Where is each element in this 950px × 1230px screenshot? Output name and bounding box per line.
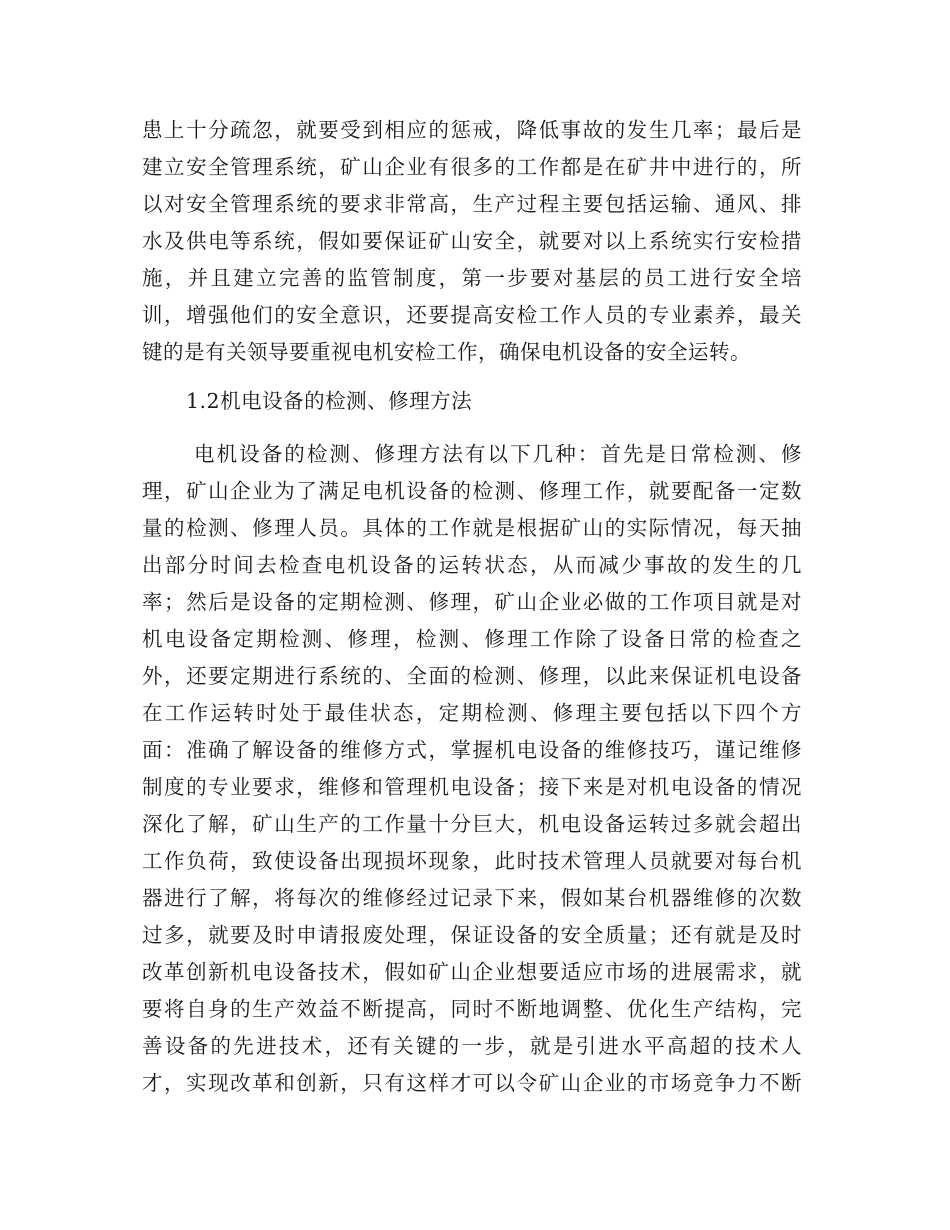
paragraph-line: 患上十分疏忽，就要受到相应的惩戒，降低事故的发生几率；最后是 <box>142 118 802 142</box>
paragraph-line: 训，增强他们的安全意识，还要提高安检工作人员的专业素养，最关 <box>142 303 802 327</box>
paragraph-line: 建立安全管理系统，矿山企业有很多的工作都是在矿井中进行的，所 <box>142 155 802 179</box>
paragraph-line: 过多，就要及时申请报废处理，保证设备的安全质量；还有就是及时 <box>142 923 802 947</box>
paragraph-line: 施，并且建立完善的监管制度，第一步要对基层的员工进行安全培 <box>142 266 802 290</box>
section-heading: 1.2机电设备的检测、修理方法 <box>186 389 473 413</box>
paragraph-2 <box>142 436 802 1102</box>
paragraph-line: 机电设备定期检测、修理，检测、修理工作除了设备日常的检查之 <box>142 627 802 651</box>
paragraph-line: 善设备的先进技术，还有关键的一步，就是引进水平高超的技术人 <box>142 1034 802 1058</box>
paragraph-line: 才，实现改革和创新，只有这样才可以令矿山企业的市场竞争力不断 <box>142 1071 802 1095</box>
paragraph-line: 率；然后是设备的定期检测、修理，矿山企业必做的工作项目就是对 <box>142 590 802 614</box>
paragraph-line: 要将自身的生产效益不断提高，同时不断地调整、优化生产结构，完 <box>142 997 802 1021</box>
paragraph-line: 工作负荷，致使设备出现损坏现象，此时技术管理人员就要对每台机 <box>142 849 802 873</box>
paragraph-1 <box>142 112 802 371</box>
paragraph-line: 改革创新机电设备技术，假如矿山企业想要适应市场的进展需求，就 <box>142 960 802 984</box>
paragraph-line: 键的是有关领导要重视电机安检工作，确保电机设备的安全运转。 <box>142 340 751 364</box>
paragraph-line: 面：准确了解设备的维修方式，掌握机电设备的维修技巧，谨记维修 <box>142 738 802 762</box>
paragraph-line: 水及供电等系统，假如要保证矿山安全，就要对以上系统实行安检措 <box>142 229 802 253</box>
paragraph-line: 以对安全管理系统的要求非常高，生产过程主要包括运输、通风、排 <box>142 192 802 216</box>
paragraph-line: 理，矿山企业为了满足电机设备的检测、修理工作，就要配备一定数 <box>142 479 802 503</box>
paragraph-line: 量的检测、修理人员。具体的工作就是根据矿山的实际情况，每天抽 <box>142 516 802 540</box>
paragraph-line: 深化了解，矿山生产的工作量十分巨大，机电设备运转过多就会超出 <box>142 812 802 836</box>
paragraph-line: 外，还要定期进行系统的、全面的检测、修理，以此来保证机电设备 <box>142 664 802 688</box>
paragraph-line: 在工作运转时处于最佳状态，定期检测、修理主要包括以下四个方 <box>142 701 802 725</box>
paragraph-line: 制度的专业要求，维修和管理机电设备；接下来是对机电设备的情况 <box>142 775 802 799</box>
paragraph-line: 器进行了解，将每次的维修经过记录下来，假如某台机器维修的次数 <box>142 886 802 910</box>
paragraph-line: 电机设备的检测、修理方法有以下几种：首先是日常检测、修 <box>194 442 802 466</box>
paragraph-line: 出部分时间去检查电机设备的运转状态，从而减少事故的发生的几 <box>142 553 802 577</box>
